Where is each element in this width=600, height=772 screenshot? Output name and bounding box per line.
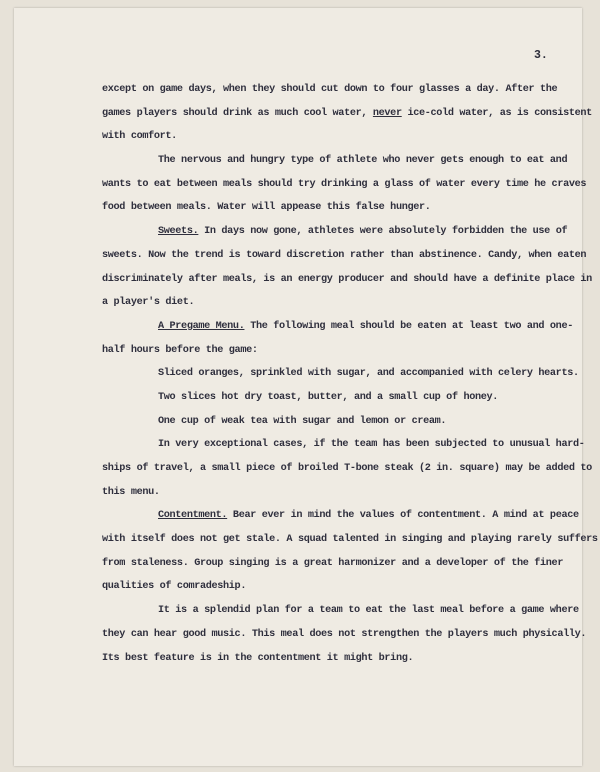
text-line: from staleness. Group singing is a great harmonizer and a developer of the finer bbox=[102, 557, 564, 569]
page-body bbox=[102, 78, 598, 670]
menu-item: Two slices hot dry toast, butter, and a small cup of honey. bbox=[158, 391, 499, 403]
text-line: with comfort. bbox=[102, 131, 177, 143]
text-line: wants to eat between meals should try drinking a glass of water every time he craves bbox=[102, 178, 587, 190]
page-number: 3. bbox=[534, 49, 548, 62]
text-line: they can hear good music. This meal does not strengthen the players much physically. bbox=[102, 628, 587, 640]
text-line: food between meals. Water will appease this false hunger. bbox=[102, 202, 431, 214]
heading-pregame-menu: A Pregame Menu. bbox=[158, 320, 245, 332]
text-line: Its best feature is in the contentment it might bring. bbox=[102, 652, 414, 664]
text-line: games players should drink as much cool water, never ice-cold water, as is consistent bbox=[102, 107, 592, 119]
heading-contentment: Contentment. bbox=[158, 510, 228, 522]
text-line: discriminately after meals, is an energy producer and should have a definite place in bbox=[102, 273, 592, 285]
text-line: except on game days, when they should cut down to four glasses a day. After the bbox=[102, 84, 558, 95]
text-line: sweets. Now the trend is toward discretion rather than abstinence. Candy, when eaten bbox=[102, 249, 587, 261]
paragraph-start: In very exceptional cases, if the team has been subjected to unusual hard- bbox=[158, 439, 585, 451]
menu-item: One cup of weak tea with sugar and lemon or cream. bbox=[158, 415, 447, 427]
paragraph-start: A Pregame Menu. The following meal should be eaten at least two and one- bbox=[158, 320, 573, 332]
text-line: a player's diet. bbox=[102, 297, 195, 309]
typewritten-page bbox=[14, 8, 598, 766]
text-line: half hours before the game: bbox=[102, 344, 258, 356]
text-line: ships of travel, a small piece of broiled T-bone steak (2 in. square) may be added to bbox=[102, 463, 592, 474]
underlined-word-never: never bbox=[372, 107, 402, 119]
menu-item: Sliced oranges, sprinkled with sugar, and accompanied with celery hearts. bbox=[158, 368, 579, 380]
text-line: this menu. bbox=[102, 486, 160, 498]
paragraph-start: Sweets. In days now gone, athletes were absolutely forbidden the use of bbox=[158, 226, 568, 238]
paragraph-start: Contentment. Bear ever in mind the values of contentment. A mind at peace bbox=[158, 510, 579, 522]
text-line: with itself does not get stale. A squad talented in singing and playing rarely suffers bbox=[102, 534, 598, 546]
paragraph-start: The nervous and hungry type of athlete who never gets enough to eat and bbox=[158, 155, 568, 167]
heading-sweets: Sweets. bbox=[158, 226, 199, 238]
paragraph-start: It is a splendid plan for a team to eat the last meal before a game where bbox=[158, 605, 579, 617]
text-line: qualities of comradeship. bbox=[102, 581, 247, 593]
